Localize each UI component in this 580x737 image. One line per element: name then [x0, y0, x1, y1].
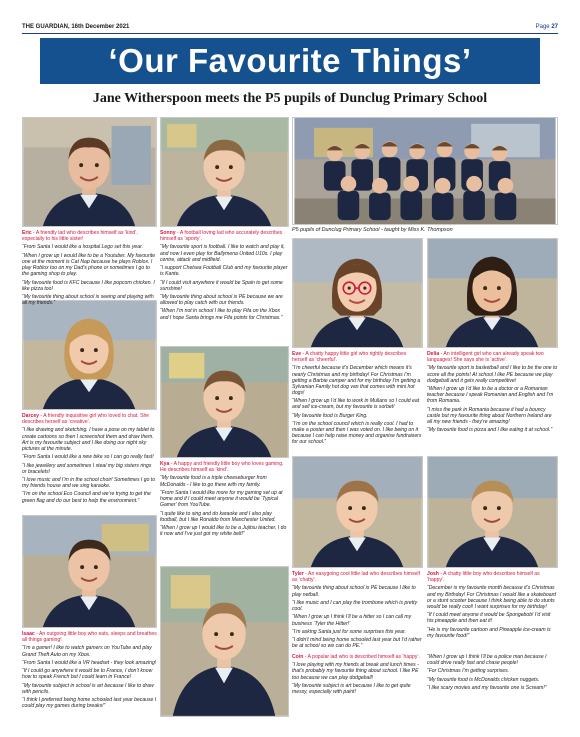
headline: ‘Our Favourite Things’: [108, 42, 472, 79]
photo-isaac: [22, 515, 157, 628]
photo-sonny: [160, 117, 289, 227]
photo-coin: [160, 566, 289, 717]
story-josh: Josh - A chatty little boy who describes himself as ‘happy’. “December is my favourite month because it’s Christmas and my Birthday! For Christmas I would like a skateboard or a stunt scooter because I think being able to do stunts would be really cool! I want surprises for my birthday! “If I could meet anyone it would be Spongebob! I’d visit his pineapple and then eat it! “He is my favourite cartoon and Pineapple ice-cream is my favourite food!”: [427, 571, 557, 639]
story-delia: Delia - An intelligent girl who can already speak two languages! She says she is ‘active’. “My favourite sport is basketball and I like to be the one to score all the points! At school I like PE because we play dodgeball and it gets really competitive! “When I grow up I’d like to be a doctor or a Romanian teacher because I speak Romanian and English and I’m from Romania. “I miss the park in Romania because it had a bouncy castle but my favourite thing about Northern Ireland are all my new friends - they’re amazing! “My favourite food is pizza and I like eating it at school.”: [427, 351, 558, 434]
byline-subtitle: Jane Witherspoon meets the P5 pupils of Dunclug Primary School: [92, 91, 488, 106]
story-sonny: Sonny - A football loving lad who accurately describes himself as ‘sporty’. “My favourite sport is football. I like to watch and play it, and now I even play for Ballymena United U10s. I play centre, attack and midfield. “I support Chelsea Football Club and my favourite player is Kante. “If I could visit anywhere it would be Spain to get some sunshine! “My favourite thing about school is PE because we are allowed to play catch with our friends. “When I’m not in school I like to play Fifa on the Xbox and I hope Santa brings me Fifa points for Christmas.”: [160, 230, 288, 321]
masthead: [22, 22, 558, 34]
photo-josh: [427, 456, 558, 568]
photo-eric: [22, 117, 157, 227]
story-eric: Eric - A friendly lad who describes himself as ‘kind’, especially to his little sister! “From Santa I would like a hospital Lego set this year. “When I grow up I would like to be a Youtuber. My favourite one at the moment is Cat Nap because he plays Roblox. I play Roblox too on my Dad’s phone or sometimes I go to the gaming shop to play. “My favourite food is KFC because I like popcorn chicken. I like pizza too! “My favourite thing about school is seeing and playing with all my friends.”: [22, 230, 156, 307]
photo-darcey: [22, 300, 157, 410]
headline-banner: [40, 38, 540, 84]
story-tyler: Tyler - An easygoing cool little lad who describes himself as ‘chatty’. “My favourite thing about school is PE because I like to play netball. “I like music and I can play the trombone which is pretty cool. “When I grow up I think I’ll be a hitter so I can call my business ‘Tyler the Hitter!’ “I’m asking Santa just for some surprises this year. “I didn’t mind being home schooled last year but I’d rather be at school so we can do PE.”: [292, 571, 422, 650]
photo-group-class: [292, 117, 558, 225]
group-photo-caption: P5 pupils of Dunclug Primary School - taught by Miss K. Thompson: [292, 227, 453, 233]
story-kya: Kya - A happy and friendly little boy who loves gaming. He describes himself as ‘kind’. “My favourite food is a triple cheeseburger from McDonalds - I like to go there with my family. “From Santa I would like more for my gaming set up at home and if I could meet anyone it would be ‘Typical Gamer’ from YouTube. “I quite like to sing and do karaoke and I also play football, but I like Ronaldo from Manchester United. “When I grow up I would like to be a Jujitsu teacher, I do it now and I’ve just got my white belt!”: [160, 461, 287, 538]
paper-dateline: THE GUARDIAN, 16th December 2021: [22, 24, 130, 30]
story-coin: Coin - A popular lad who is described himself as ‘happy’. “I love playing with my friends at break and lunch times - that’s probably my favourite thing about school. I like PE too because we can play dodgeball! “My favourite subject is art because I like to get quite messy, especially with paint!: [292, 654, 420, 696]
photo-eve: [292, 238, 423, 348]
story-isaac: Isaac - An outgoing little boy who eats, sleeps and breathes all things gaming! “I’m a gamer! I like to watch gamers on YouTube and play Grand Theft Auto on my Xbox. “From Santa I would like a VR headset - they look amazing! “If I could go anywhere it would be to France, I don’t know how to speak French but I could learn in France! “My favourite subject in school is art because I like to draw with pencils. “I think I preferred being home schooled last year because I could play my games during breaks!”: [22, 631, 157, 710]
photo-kya: [160, 346, 289, 458]
page-number: Page 27: [535, 24, 558, 30]
story-extra: “When I grow up I think I’ll be a police man because I could drive really fast and chase people! “For Christmas I’m getting surprises. “My favourite food is McDonalds chicken nuggets. “I like scary movies and my favourite one is Scream!”: [427, 654, 547, 692]
photo-delia: [427, 238, 558, 348]
photo-tyler: [292, 456, 423, 568]
story-darcey: Darcey - A friendly inquisitive girl who loved to chat. She describes herself as ‘creative’. “I like drawing and sketching. I have a pose on my tablet to create cartoons so then I screenshot them and draw them. Art is my favourite subject and I like doing our night sky pictures at the minute. “From Santa I would like a new bike so I can go really fast! “I like jewellery and sometimes I steal my big sisters rings or bracelets! “I love music and I’m in the school choir! Sometimes I go to my friends house and we sing karaoke. “I’m on the school Eco Council and we’re trying to get the green flag and do our best to help the environment.”: [22, 413, 156, 504]
story-eve: Eve - A chatty happy little girl who rightly describes herself as ‘cheerful’. “I’m cheerful because it’s December which means it’s nearly Christmas and my birthday! For Christmas I’m getting a Barbie camper and for my birthday I’m getting a Sylvanian Family hot dog van that comes with mini hot dogs! “When I grow up I’d like to work in Mullans so I could eat and sell ice-cream, but my favourite is sorbet! “My favourite food is Burger King. “I’m on the school council which is really cool. I had to make a poster and then I was voted on. I like being on it because I can help raise money and organise fundraisers for our school.”: [292, 351, 422, 446]
